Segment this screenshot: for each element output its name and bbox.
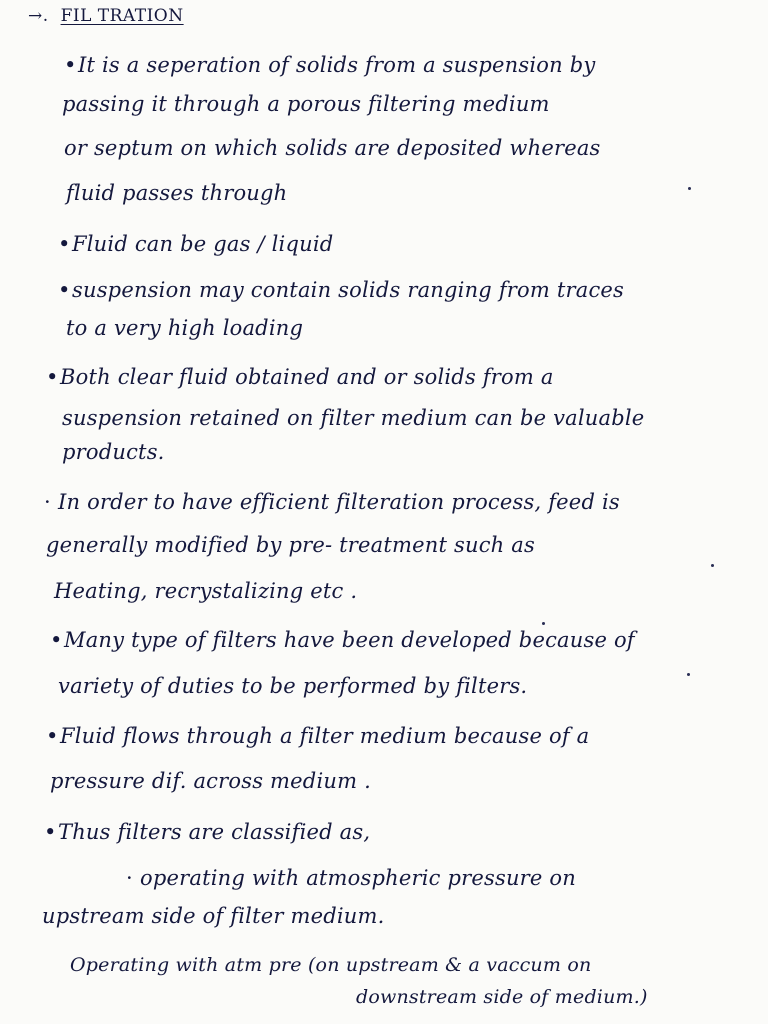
note-line: downstream side of medium.) bbox=[356, 986, 648, 1008]
note-line: pressure dif. across medium . bbox=[50, 769, 371, 793]
pen-dot bbox=[688, 187, 691, 190]
bullet-icon: • bbox=[46, 365, 59, 389]
note-line: •Thus filters are classified as, bbox=[44, 820, 371, 844]
note-line: products. bbox=[62, 440, 165, 464]
note-line: •It is a seperation of solids from a suspension by bbox=[64, 53, 596, 77]
page-heading bbox=[28, 8, 768, 25]
note-line: •Fluid can be gas / liquid bbox=[58, 232, 334, 256]
note-line: · operating with atmospheric pressure on bbox=[126, 866, 576, 890]
note-line: to a very high loading bbox=[66, 316, 304, 340]
bullet-icon: · bbox=[126, 866, 133, 890]
note-line: •Fluid flows through a filter medium because of a bbox=[46, 724, 590, 748]
note-line: or septum on which solids are deposited whereas bbox=[64, 136, 601, 160]
heading-title: FIL TRATION bbox=[60, 6, 184, 26]
pen-dot bbox=[687, 673, 690, 676]
pen-dot bbox=[542, 622, 545, 625]
note-line: variety of duties to be performed by filters. bbox=[58, 674, 528, 698]
bullet-icon: • bbox=[58, 232, 71, 256]
bullet-icon: • bbox=[64, 53, 77, 77]
note-line: generally modified by pre- treatment such as bbox=[46, 533, 535, 557]
note-line: upstream side of filter medium. bbox=[42, 904, 385, 928]
note-line: •Both clear fluid obtained and or solids from a bbox=[46, 365, 554, 389]
bullet-icon: · bbox=[44, 490, 51, 514]
note-line: fluid passes through bbox=[66, 181, 288, 205]
bullet-icon: • bbox=[58, 278, 71, 302]
note-line: Operating with atm pre (on upstream & a vaccum on bbox=[70, 954, 592, 976]
arrow-icon: →. bbox=[28, 6, 49, 26]
note-line: •suspension may contain solids ranging from traces bbox=[58, 278, 625, 302]
bullet-icon: • bbox=[46, 724, 59, 748]
note-line: Heating, recrystalizing etc . bbox=[54, 579, 358, 603]
pen-dot bbox=[711, 564, 714, 567]
note-line: suspension retained on filter medium can be valuable bbox=[62, 406, 645, 430]
note-line: passing it through a porous filtering medium bbox=[62, 92, 550, 116]
bullet-icon: • bbox=[50, 628, 63, 652]
note-line: •Many type of filters have been developed because of bbox=[50, 628, 635, 652]
bullet-icon: • bbox=[44, 820, 57, 844]
note-line: · In order to have efficient filteration process, feed is bbox=[44, 490, 620, 514]
